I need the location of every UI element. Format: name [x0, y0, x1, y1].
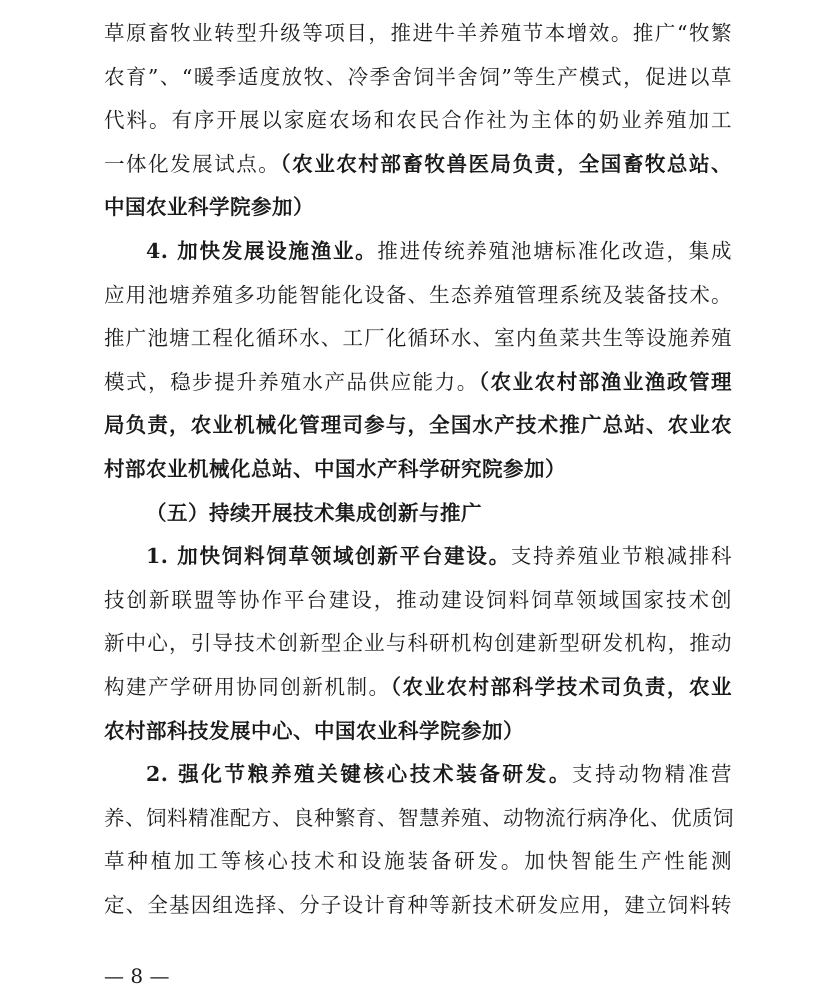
- paragraph-d-line-3: 草种植加工等核心技术和设施装备研发。加快智能生产性能测: [104, 849, 732, 874]
- paragraph-d-text: 支持动物精准营: [572, 762, 733, 787]
- paragraph-d-line-4: 定、全基因组选择、分子设计育种等新技术研发应用，建立饲料转: [104, 892, 732, 917]
- paragraph-a-text: 一体化发展试点。: [104, 151, 281, 176]
- paragraph-c-line-4: [104, 666, 732, 710]
- paragraph-c-line-3: 新中心，引导技术创新型企业与科研机构创建新型研发机构，推动: [104, 631, 732, 656]
- paragraph-a-line-5: [104, 186, 732, 230]
- paragraph-b-line-1: [104, 230, 732, 274]
- paragraph-b-text-end: 模式，稳步提升养殖水产品供应能力。: [104, 369, 479, 394]
- paragraph-c-responsibility-end: 农村部科技发展中心、中国农业科学院参加）: [104, 718, 524, 743]
- page-number: — 8 —: [104, 964, 170, 988]
- paragraph-c-line-1: [104, 535, 732, 579]
- paragraph-b-text: 推进传统养殖池塘标准化改造，集成: [377, 238, 732, 263]
- paragraph-c-heading: 1. 加快饲料饲草领域创新平台建设。: [146, 544, 511, 569]
- paragraph-b-line-4: [104, 361, 732, 405]
- paragraph-a-responsibility-end: 中国农业科学院参加）: [104, 195, 314, 220]
- paragraph-a-line-3: 代料。有序开展以家庭农场和农民合作社为主体的奶业养殖加工: [104, 108, 732, 133]
- paragraph-d-line-1: [104, 753, 732, 797]
- paragraph-c-line-5: [104, 710, 732, 754]
- paragraph-a-line-2: 农育”、“暖季适度放牧、冷季舍饲半舍饲”等生产模式，促进以草: [104, 64, 732, 89]
- paragraph-b-line-3: 推广池塘工程化循环水、工厂化循环水、室内鱼菜共生等设施养殖: [104, 326, 732, 351]
- paragraph-c-text-end: 构建产学研用协同创新机制。: [104, 674, 391, 699]
- paragraph-b-line-5: [104, 404, 732, 448]
- paragraph-d-heading: 2. 强化节粮养殖关键核心技术装备研发。: [146, 762, 573, 787]
- paragraph-d-line-2: 养、饲料精准配方、良种繁育、智慧养殖、动物流行病净化、优质饲: [104, 805, 734, 830]
- paragraph-b-heading: 4. 加快发展设施渔业。: [146, 238, 378, 263]
- paragraph-a-line-4: [104, 143, 732, 187]
- paragraph-a-responsibility: （农业农村部畜牧兽医局负责，全国畜牧总站、: [280, 151, 733, 176]
- document-body: [104, 12, 732, 927]
- paragraph-b-responsibility-mid: 局负责，农业机械化管理司参与，全国水产技术推广总站、农业农: [104, 413, 732, 438]
- paragraph-b-responsibility: （农业农村部渔业渔政管理: [478, 369, 733, 394]
- paragraph-a-line-1: 草原畜牧业转型升级等项目，推进牛羊养殖节本增效。推广“牧繁: [104, 21, 732, 45]
- paragraph-b-line-2: 应用池塘养殖多功能智能化设备、生态养殖管理系统及装备技术。: [104, 282, 732, 307]
- paragraph-b-line-6: [104, 448, 732, 492]
- paragraph-c-line-2: 技创新联盟等协作平台建设，推动建设饲料饲草领域国家技术创: [104, 587, 732, 612]
- section-heading: （五）持续开展技术集成创新与推广: [146, 500, 482, 525]
- paragraph-c-text: 支持养殖业节粮减排科: [510, 544, 733, 569]
- paragraph-c-responsibility: （农业农村部科学技术司负责，农业: [390, 674, 733, 699]
- paragraph-b-responsibility-end: 村部农业机械化总站、中国水产科学研究院参加）: [104, 456, 566, 481]
